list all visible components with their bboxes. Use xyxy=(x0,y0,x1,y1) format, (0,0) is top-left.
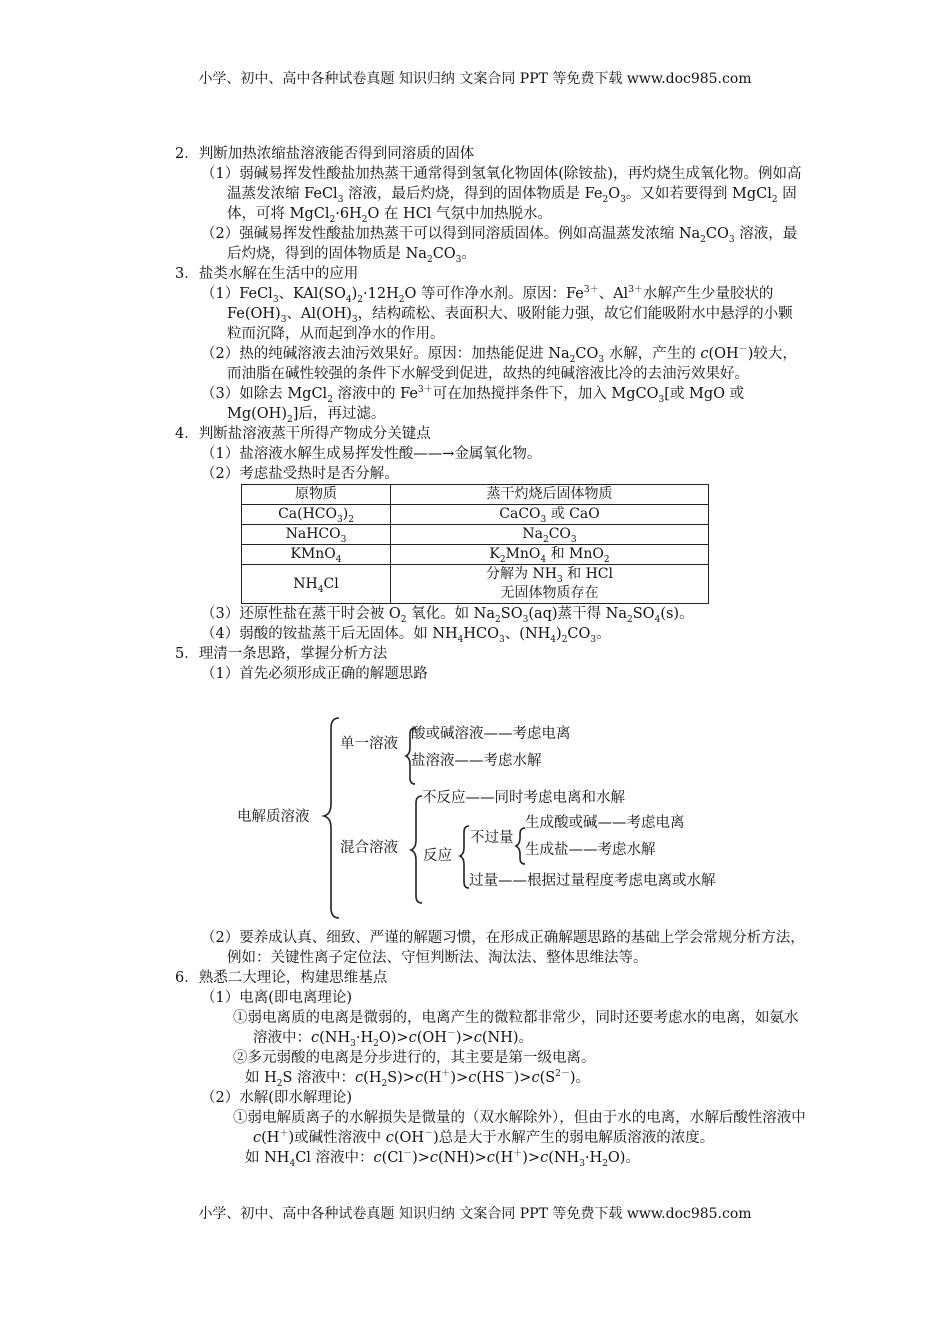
ionization-point-2: ②多元弱酸的电离是分步进行的，其主要是第一级电离。 xyxy=(233,1050,596,1066)
table-cell: CaCO$_3$ 或 CaO xyxy=(391,505,709,525)
electrolyte-solution-diagram xyxy=(175,688,807,928)
brace-react xyxy=(460,826,469,888)
diagram-gen-salt: 生成盐——考虑水解 xyxy=(525,842,656,858)
section-2-title: 2．判断加热浓缩盐溶液能否得到同溶质的固体 xyxy=(175,146,475,162)
section-5-item-1: （1）首先必须形成正确的解题思路 xyxy=(201,666,428,682)
ionization-example-h2s: 如 $H_2S$ 溶液中：$c(H_2S)>c(H^+)>c(HS^-)>c(S^{2-})$。 xyxy=(245,1069,591,1089)
table-cell: $Ca(HCO_3)_2$ xyxy=(242,505,391,525)
section-4-item-4: （4）弱酸的铵盐蒸干后无固体。如 $NH_4HCO_3$、$(NH_4)_2CO_3$。 xyxy=(201,626,611,645)
table-cell: $NH_4Cl$ xyxy=(242,565,391,604)
brace-not-excess xyxy=(516,828,525,864)
section-5-item-2: （2）要养成认真、细致、严谨的解题习惯，在形成正确解题思路的基础上学会常规分析方法，例如：关键性离子定位法、守恒判断法、淘汰法、整体思维法等。 xyxy=(201,930,805,966)
table-row xyxy=(242,565,709,604)
diagram-acid-base: 酸或碱溶液——考虑电离 xyxy=(411,726,571,742)
section-3-item-1: （1）FeCl$_3$、$KAl(SO_4)_2\cdot 12H_2O$ 等可作净水剂。原因：$Fe^{3+}$、$Al^{3+}$水解产生少量胶状的 $Fe(OH)_3$、$Al(OH)_3$，结构疏松、表面积大、吸附能力强，故它们能吸附水中悬浮的小颗粒而沉降，从而起到净水的作用。 xyxy=(201,285,793,342)
document-body xyxy=(175,144,807,1168)
diagram-salt: 盐溶液——考虑水解 xyxy=(411,753,542,769)
section-3-item-2: （2）热的纯碱溶液去油污效果好。原因：加热能促进 $Na_2CO_3$ 水解，产生的 c(OH－)较大，而油脂在碱性较强的条件下水解受到促进，故热的纯碱溶液比冷的去油污效果好。 xyxy=(201,345,797,382)
section-6-title: 6．熟悉二大理论，构建思维基点 xyxy=(175,970,388,986)
page-header: 小学、初中、高中各种试卷真题 知识归纳 文案合同 PPT 等免费下载 www.doc985.com xyxy=(198,71,752,87)
section-6-item-1: （1）电离(即电离理论) xyxy=(201,990,353,1006)
table-cell: NaHCO$_3$ xyxy=(242,525,391,545)
diagram-single-solution: 单一溶液 xyxy=(340,736,398,752)
section-2-item-2: （2）强碱易挥发性酸盐加热蒸干可以得到同溶质固体。例如高温蒸发浓缩 $Na_2CO_3$ 溶液，最后灼烧，得到的固体物质是 $Na_2CO_3$。 xyxy=(201,226,798,265)
salt-product-table xyxy=(241,484,709,604)
brace-mixed xyxy=(411,796,422,903)
diagram-root: 电解质溶液 xyxy=(237,809,310,825)
section-4-item-1: （1）盐溶液水解生成易挥发性酸——→金属氧化物。 xyxy=(201,446,542,462)
page-footer: 小学、初中、高中各种试卷真题 知识归纳 文案合同 PPT 等免费下载 www.doc985.com xyxy=(198,1206,752,1222)
table-header-cell: 蒸干灼烧后固体物质 xyxy=(391,485,709,505)
table-cell: $K_2MnO_4$ 和 MnO$_2$ xyxy=(391,545,709,565)
ionization-point-1: ①弱电离质的电离是微弱的，电离产生的微粒都非常少，同时还要考虑水的电离，如氨水溶液中：$c(NH_3\cdot H_2O)>c(OH^-)>c(NH)$。 xyxy=(233,1010,799,1049)
section-3-item-3: （3）如除去 MgCl$_2$ 溶液中的 $Fe^{3+}$可在加热搅拌条件下，加入 MgCO$_3$[或 MgO 或 $Mg(OH)_2$]后，再过滤。 xyxy=(201,385,745,425)
section-2-item-1: （1）弱碱易挥发性酸盐加热蒸干通常得到氢氧化物固体(除铵盐)，再灼烧生成氧化物。例如高温蒸发浓缩 FeCl$_3$ 溶液，最后灼烧，得到的固体物质是 $Fe_2O_3$。又如若要得到 MgCl$_2$ 固体，可将 $MgCl_2\cdot 6H_2O$ 在 HCl 气氛中加热脱水。 xyxy=(201,166,802,225)
hydrolysis-point-1: ①弱电解质离子的水解损失是微量的（双水解除外），但由于水的电离，水解后酸性溶液中 c(H＋)或碱性溶液中 c(OH－)总是大于水解产生的弱电解质溶液的浓度。 xyxy=(233,1110,806,1146)
table-row xyxy=(242,545,709,565)
section-4-title: 4．判断盐溶液蒸干所得产物成分关键点 xyxy=(175,426,431,442)
section-4-item-2: （2）考虑盐受热时是否分解。 xyxy=(201,466,399,482)
diagram-not-excess: 不过量 xyxy=(470,830,514,846)
section-4-item-3: （3）还原性盐在蒸干时会被 $O_2$ 氧化。如 $Na_2SO_3(aq)$蒸干得 $Na_2SO_4(s)$。 xyxy=(201,606,694,625)
table-cell: $Na_2CO_3$ xyxy=(391,525,709,545)
section-6-item-2: （2）水解(即水解理论) xyxy=(201,1090,353,1106)
table-row xyxy=(242,505,709,525)
table-cell: 分解为 $NH_3$ 和 HCl 无固体物质存在 xyxy=(391,565,709,604)
diagram-reaction: 反应 xyxy=(423,848,452,864)
diagram-gen-acid-base: 生成酸或碱——考虑电离 xyxy=(525,815,685,831)
diagram-excess: 过量——根据过量程度考虑电离或水解 xyxy=(469,873,716,889)
section-3-title: 3．盐类水解在生活中的应用 xyxy=(175,266,359,282)
diagram-no-reaction: 不反应——同时考虑电离和水解 xyxy=(422,790,625,806)
brace-main xyxy=(324,718,339,918)
table-cell: KMnO$_4$ xyxy=(242,545,391,565)
table-header-cell: 原物质 xyxy=(242,485,391,505)
diagram-mixed-solution: 混合溶液 xyxy=(340,840,398,856)
table-row xyxy=(242,485,709,505)
hydrolysis-example-nh4cl: 如 $NH_4Cl$ 溶液中：$c(Cl^-)>c(NH)>c(H^+)>c(NH_3\cdot H_2O)$。 xyxy=(245,1149,640,1169)
table-row xyxy=(242,525,709,545)
section-5-title: 5．理清一条思路，掌握分析方法 xyxy=(175,646,388,662)
